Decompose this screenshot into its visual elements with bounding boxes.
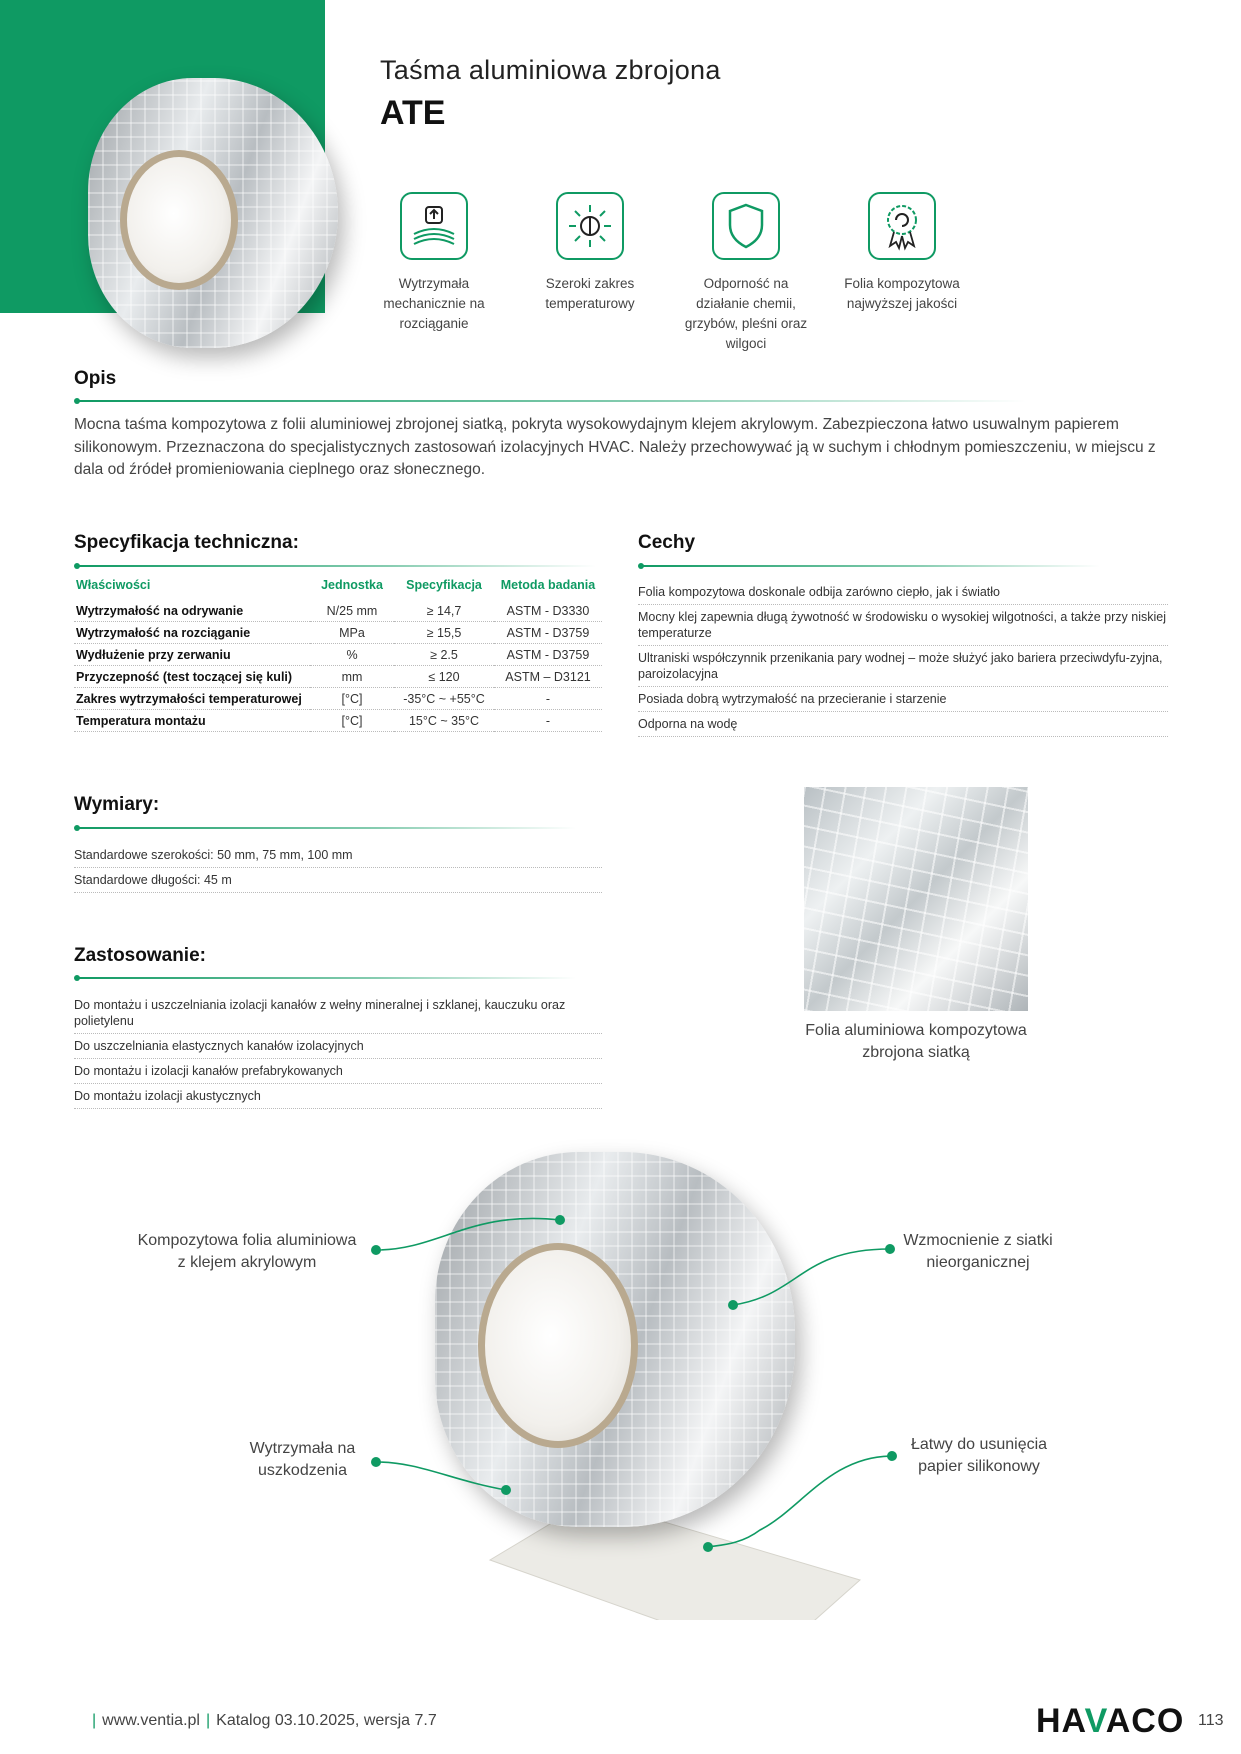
table-cell: Temperatura montażu — [74, 710, 310, 732]
list-item: Mocny klej zapewnia długą żywotność w środowisku o wysokiej wilgotności, a także przy niskiej temperaturze — [638, 605, 1168, 646]
column-header: Metoda badania — [500, 578, 596, 592]
column-header: Właściwości — [76, 578, 151, 592]
table-cell: ≥ 15,5 — [394, 622, 494, 644]
table-cell: ASTM - D3330 — [494, 600, 602, 622]
section-title-zastosowanie: Zastosowanie: — [74, 945, 206, 966]
product-code: ATE — [380, 94, 446, 132]
table-cell: ASTM - D3759 — [494, 644, 602, 666]
list-item: Do uszczelniania elastycznych kanałów izolacyjnych — [74, 1034, 602, 1059]
footer-website[interactable]: www.ventia.pl — [102, 1712, 200, 1729]
section-title-spec: Specyfikacja techniczna: — [74, 532, 299, 553]
section-title-wymiary: Wymiary: — [74, 794, 160, 815]
table-cell: [°C] — [310, 688, 394, 710]
page-number: 113 — [1198, 1712, 1224, 1729]
list-item: Ultraniski współczynnik przenikania pary wodnej – może służyć jako bariera przeciwdyfu-zyjna, paroizolacyjna — [638, 646, 1168, 687]
table-cell: Przyczepność (test toczącej się kuli) — [74, 666, 310, 688]
description-text: Mocna taśma kompozytowa z folii aluminiowej zbrojonej siatką, pokryta wysokowydajnym klejem akrylowym. Zabezpieczona łatwo usuwalnym papierem silikonowym. Przeznaczona do specjalistycznych zastosowań izolacyjnych HVAC. Należy przechowywać ją w suchym i chłodnym pomieszczeniu, w miejscu z dala od źródeł promieniowania cieplnego oraz słonecznego. — [74, 416, 1156, 478]
table-cell: 15°C ~ 35°C — [394, 710, 494, 732]
table-cell: -35°C ~ +55°C — [394, 688, 494, 710]
logo-part: V — [1084, 1702, 1106, 1740]
callout-mesh-reinforcement: Wzmocnienie z siatki nieorganicznej — [903, 1232, 1053, 1271]
column-header: Jednostka — [321, 578, 383, 592]
table-cell: Wydłużenie przy zerwaniu — [74, 644, 310, 666]
list-item: Posiada dobrą wytrzymałość na przecieranie i starzenie — [638, 687, 1168, 712]
table-cell: ≥ 14,7 — [394, 600, 494, 622]
column-header: Specyfikacja — [406, 578, 482, 592]
footer-catalog: Katalog 03.10.2025, wersja 7.7 — [216, 1712, 437, 1729]
table-cell: ≥ 2.5 — [394, 644, 494, 666]
feature-label: Wytrzymała mechanicznie na rozciąganie — [383, 276, 485, 331]
list-item: Do montażu izolacji akustycznych — [74, 1084, 602, 1109]
table-cell: Zakres wytrzymałości temperaturowej — [74, 688, 310, 710]
list-item: Do montażu i izolacji kanałów prefabrykowanych — [74, 1059, 602, 1084]
list-item: Folia kompozytowa doskonale odbija zarówno ciepło, jak i światło — [638, 580, 1168, 605]
table-cell: - — [494, 688, 602, 710]
texture-caption: Folia aluminiowa kompozytowa zbrojona siatką — [805, 1022, 1027, 1061]
table-cell: Wytrzymałość na odrywanie — [74, 600, 310, 622]
table-cell: ASTM – D3121 — [494, 666, 602, 688]
feature-label: Folia kompozytowa najwyższej jakości — [844, 276, 960, 311]
logo-part: HA — [1036, 1702, 1085, 1740]
section-title-cechy: Cechy — [638, 532, 696, 553]
footer — [86, 1712, 437, 1730]
table-cell: - — [494, 710, 602, 732]
callout-composite-foil: Kompozytowa folia aluminiowa z klejem akrylowym — [137, 1232, 357, 1271]
callout-damage-resistant: Wytrzymała na uszkodzenia — [249, 1440, 356, 1479]
list-item: Do montażu i uszczelniania izolacji kanałów z wełny mineralnej i szklanej, kauczuku oraz polietylenu — [74, 993, 602, 1034]
footer-divider: | — [205, 1712, 211, 1729]
table-cell: [°C] — [310, 710, 394, 732]
list-item: Odporna na wodę — [638, 712, 1168, 737]
feature-label: Szeroki zakres temperaturowy — [545, 276, 635, 311]
logo-part: ACO — [1105, 1702, 1185, 1740]
table-cell: ≤ 120 — [394, 666, 494, 688]
table-cell: ASTM - D3759 — [494, 622, 602, 644]
list-item: Standardowe długości: 45 m — [74, 868, 602, 893]
callout-release-paper: Łatwy do usunięcia papier silikonowy — [910, 1436, 1048, 1475]
table-cell: Wytrzymałość na rozciąganie — [74, 622, 310, 644]
list-item: Standardowe szerokości: 50 mm, 75 mm, 100 mm — [74, 843, 602, 868]
product-title: Taśma aluminiowa zbrojona — [380, 55, 721, 85]
havaco-logo — [1036, 1702, 1184, 1741]
footer-divider: | — [92, 1712, 97, 1729]
table-cell: % — [310, 644, 394, 666]
table-cell: N/25 mm — [310, 600, 394, 622]
feature-label: Odporność na działanie chemii, grzybów, pleśni oraz wilgoci — [684, 276, 808, 351]
table-cell: mm — [310, 666, 394, 688]
table-cell: MPa — [310, 622, 394, 644]
section-title-opis: Opis — [74, 368, 117, 389]
